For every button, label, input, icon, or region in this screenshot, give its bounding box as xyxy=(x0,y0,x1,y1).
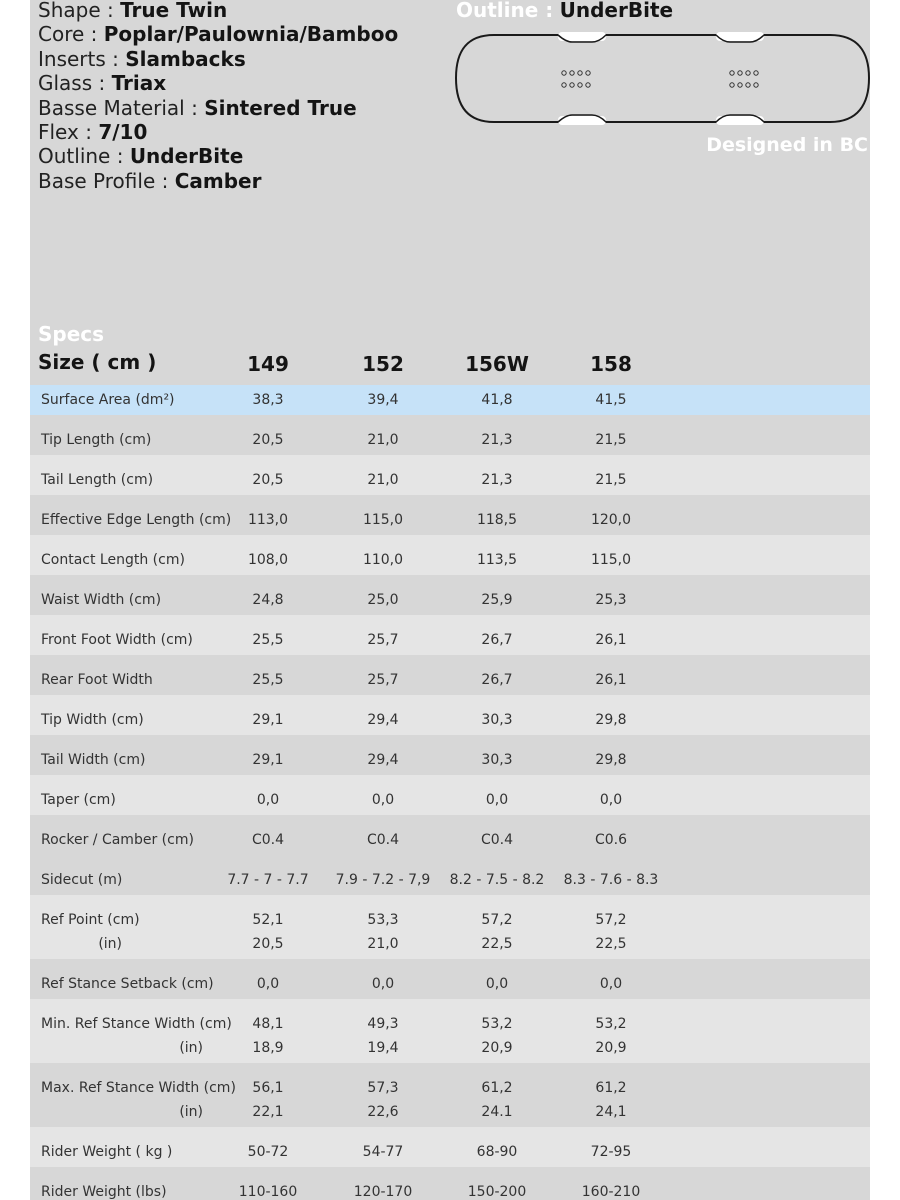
size-column-header: 156W xyxy=(465,352,529,376)
spec-label: Front Foot Width (cm) xyxy=(41,632,193,648)
spec-value: 41,5 xyxy=(595,392,627,408)
spec-value: 24,8 xyxy=(252,592,284,608)
feature-line xyxy=(38,169,398,193)
spec-row xyxy=(30,695,870,735)
outline-title xyxy=(456,0,673,22)
spec-row xyxy=(30,1127,870,1167)
feature-line xyxy=(38,0,398,22)
feature-value: UnderBite xyxy=(129,144,244,169)
designed-in-label: Designed in BC xyxy=(706,134,868,156)
spec-unit-label: (in) xyxy=(179,1040,203,1056)
spec-value: 29,8 xyxy=(595,752,627,768)
spec-row xyxy=(30,1063,870,1127)
spec-value: 21,5 xyxy=(595,432,627,448)
feature-line xyxy=(38,96,398,120)
spec-value: 54-77 xyxy=(362,1144,404,1160)
spec-value: 115,0 xyxy=(362,512,404,528)
feature-label: Basse Material : xyxy=(38,95,198,120)
spec-value: 41,8 xyxy=(481,392,513,408)
feature-label: Shape : xyxy=(38,0,114,22)
feature-line xyxy=(38,71,398,95)
spec-value: 25,9 xyxy=(481,592,513,608)
spec-value: 21,0 xyxy=(367,472,399,488)
spec-value: 53,3 xyxy=(367,912,399,928)
spec-value: 21,3 xyxy=(481,432,513,448)
spec-row xyxy=(30,815,870,855)
spec-value: 26,7 xyxy=(481,672,513,688)
feature-label: Glass : xyxy=(38,71,106,96)
spec-label: Ref Point (cm) xyxy=(41,912,140,928)
spec-value: 26,1 xyxy=(595,672,627,688)
spec-value: 8.3 - 7.6 - 8.3 xyxy=(563,872,659,888)
spec-value: 57,2 xyxy=(481,912,513,928)
spec-label: Tail Width (cm) xyxy=(41,752,146,768)
spec-value: C0.4 xyxy=(480,832,514,848)
feature-line xyxy=(38,120,398,144)
spec-value-secondary: 20,9 xyxy=(595,1040,627,1056)
spec-value-secondary: 18,9 xyxy=(252,1040,284,1056)
spec-value-secondary: 20,9 xyxy=(481,1040,513,1056)
spec-value-secondary: 24.1 xyxy=(481,1104,513,1120)
spec-label: Rider Weight ( kg ) xyxy=(41,1144,173,1160)
spec-value: 72-95 xyxy=(590,1144,632,1160)
spec-value: 110,0 xyxy=(362,552,404,568)
spec-value: 57,2 xyxy=(595,912,627,928)
spec-value: 21,5 xyxy=(595,472,627,488)
spec-value: 120-170 xyxy=(353,1184,413,1200)
spec-value: 113,5 xyxy=(476,552,518,568)
features-list xyxy=(38,0,398,193)
spec-sheet xyxy=(30,0,870,1200)
spec-value: 108,0 xyxy=(247,552,289,568)
outline-title-label: Outline : xyxy=(456,0,554,22)
feature-label: Flex : xyxy=(38,120,92,145)
spec-label: Sidecut (m) xyxy=(41,872,123,888)
spec-value-secondary: 22,5 xyxy=(481,936,513,952)
spec-value: 0,0 xyxy=(256,792,280,808)
spec-value: 0,0 xyxy=(485,976,509,992)
size-column-header: 158 xyxy=(590,352,632,376)
feature-line xyxy=(38,47,398,71)
spec-value: 25,3 xyxy=(595,592,627,608)
spec-label: Min. Ref Stance Width (cm) xyxy=(41,1016,232,1032)
spec-row xyxy=(30,895,870,959)
size-column-header: 152 xyxy=(362,352,404,376)
spec-value: 30,3 xyxy=(481,752,513,768)
feature-value: Poplar/Paulownia/Bamboo xyxy=(103,22,399,47)
spec-value: 25,7 xyxy=(367,672,399,688)
spec-value: 0,0 xyxy=(371,976,395,992)
spec-value: C0.4 xyxy=(366,832,400,848)
spec-value: 25,5 xyxy=(252,632,284,648)
spec-value: 8.2 - 7.5 - 8.2 xyxy=(449,872,545,888)
spec-value: 26,7 xyxy=(481,632,513,648)
feature-value: True Twin xyxy=(120,0,228,22)
spec-label: Waist Width (cm) xyxy=(41,592,162,608)
spec-value: 29,1 xyxy=(252,712,284,728)
size-label: Size ( cm ) xyxy=(38,350,157,374)
spec-value: 0,0 xyxy=(599,792,623,808)
spec-value: 30,3 xyxy=(481,712,513,728)
spec-row xyxy=(30,999,870,1063)
specs-heading: Specs xyxy=(38,322,105,346)
spec-value: 21,3 xyxy=(481,472,513,488)
outline-title-value: UnderBite xyxy=(559,0,674,22)
spec-row xyxy=(30,455,870,495)
feature-line xyxy=(38,144,398,168)
spec-value: 118,5 xyxy=(476,512,518,528)
spec-value: 50-72 xyxy=(247,1144,289,1160)
feature-value: 7/10 xyxy=(98,120,148,145)
spec-value: 110-160 xyxy=(238,1184,298,1200)
feature-label: Base Profile : xyxy=(38,168,169,193)
spec-value: 57,3 xyxy=(367,1080,399,1096)
spec-row xyxy=(30,385,870,415)
spec-value: 7.9 - 7.2 - 7,9 xyxy=(335,872,431,888)
spec-value: 120,0 xyxy=(590,512,632,528)
spec-unit-label: (in) xyxy=(98,936,122,952)
spec-value-secondary: 22,5 xyxy=(595,936,627,952)
spec-value: 38,3 xyxy=(252,392,284,408)
spec-label: Surface Area (dm²) xyxy=(41,392,175,408)
spec-value: 20,5 xyxy=(252,432,284,448)
spec-value: 61,2 xyxy=(595,1080,627,1096)
spec-unit-label: (in) xyxy=(179,1104,203,1120)
spec-value: 0,0 xyxy=(256,976,280,992)
spec-value: 29,4 xyxy=(367,752,399,768)
spec-value: 0,0 xyxy=(485,792,509,808)
spec-label: Tip Width (cm) xyxy=(41,712,144,728)
spec-row xyxy=(30,495,870,535)
spec-value: 160-210 xyxy=(581,1184,641,1200)
spec-label: Effective Edge Length (cm) xyxy=(41,512,232,528)
size-column-header: 149 xyxy=(247,352,289,376)
spec-value-secondary: 24,1 xyxy=(595,1104,627,1120)
feature-label: Inserts : xyxy=(38,46,119,71)
spec-value: 29,8 xyxy=(595,712,627,728)
spec-row xyxy=(30,535,870,575)
spec-value-secondary: 20,5 xyxy=(252,936,284,952)
spec-value: 150-200 xyxy=(467,1184,527,1200)
spec-label: Contact Length (cm) xyxy=(41,552,185,568)
spec-value: 68-90 xyxy=(476,1144,518,1160)
spec-value: 20,5 xyxy=(252,472,284,488)
spec-row xyxy=(30,735,870,775)
spec-label: Max. Ref Stance Width (cm) xyxy=(41,1080,236,1096)
spec-value-secondary: 22,6 xyxy=(367,1104,399,1120)
feature-label: Core : xyxy=(38,22,98,47)
spec-value: 25,5 xyxy=(252,672,284,688)
spec-row xyxy=(30,655,870,695)
spec-label: Taper (cm) xyxy=(41,792,116,808)
snowboard-outline-illustration xyxy=(454,30,870,130)
spec-row xyxy=(30,415,870,455)
spec-row xyxy=(30,1167,870,1200)
spec-row xyxy=(30,615,870,655)
spec-row xyxy=(30,775,870,815)
spec-value: 61,2 xyxy=(481,1080,513,1096)
spec-value: 48,1 xyxy=(252,1016,284,1032)
spec-value: 0,0 xyxy=(599,976,623,992)
spec-row xyxy=(30,959,870,999)
spec-value: 29,1 xyxy=(252,752,284,768)
spec-value: C0.6 xyxy=(594,832,628,848)
spec-label: Rider Weight (lbs) xyxy=(41,1184,167,1200)
spec-row xyxy=(30,575,870,615)
spec-label: Rocker / Camber (cm) xyxy=(41,832,194,848)
spec-value: 53,2 xyxy=(481,1016,513,1032)
spec-value: 21,0 xyxy=(367,432,399,448)
spec-label: Rear Foot Width xyxy=(41,672,153,688)
spec-value-secondary: 22,1 xyxy=(252,1104,284,1120)
feature-value: Sintered True xyxy=(204,95,357,120)
spec-value: 53,2 xyxy=(595,1016,627,1032)
spec-value-secondary: 21,0 xyxy=(367,936,399,952)
spec-row xyxy=(30,855,870,895)
spec-value: 25,0 xyxy=(367,592,399,608)
feature-line xyxy=(38,22,398,46)
spec-value: 26,1 xyxy=(595,632,627,648)
spec-value: 25,7 xyxy=(367,632,399,648)
spec-value: 0,0 xyxy=(371,792,395,808)
feature-value: Triax xyxy=(111,71,167,96)
spec-value: 7.7 - 7 - 7.7 xyxy=(227,872,309,888)
spec-value: 39,4 xyxy=(367,392,399,408)
feature-label: Outline : xyxy=(38,144,124,169)
spec-value: 49,3 xyxy=(367,1016,399,1032)
spec-label: Tip Length (cm) xyxy=(41,432,152,448)
spec-value: C0.4 xyxy=(251,832,285,848)
feature-value: Slambacks xyxy=(125,46,246,71)
size-header xyxy=(30,348,870,380)
spec-value: 56,1 xyxy=(252,1080,284,1096)
feature-value: Camber xyxy=(174,168,262,193)
spec-value: 52,1 xyxy=(252,912,284,928)
spec-value: 115,0 xyxy=(590,552,632,568)
spec-label: Ref Stance Setback (cm) xyxy=(41,976,214,992)
spec-label: Tail Length (cm) xyxy=(41,472,154,488)
spec-value: 29,4 xyxy=(367,712,399,728)
spec-value: 113,0 xyxy=(247,512,289,528)
spec-value-secondary: 19,4 xyxy=(367,1040,399,1056)
